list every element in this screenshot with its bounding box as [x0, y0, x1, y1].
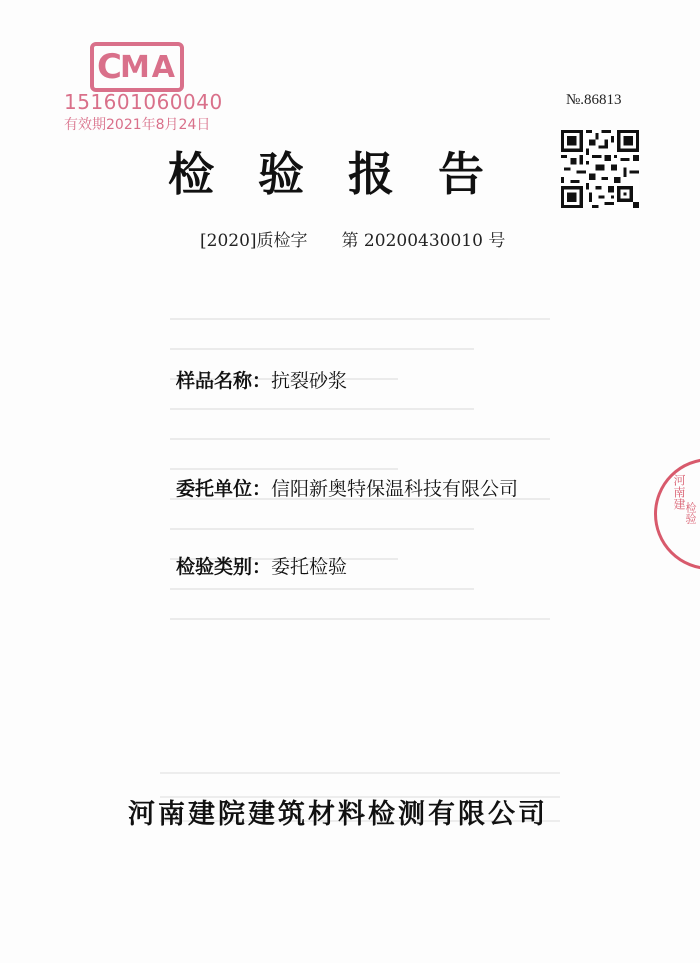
field-value: 抗裂砂浆 [271, 370, 348, 392]
field-label: 检验类别： [176, 556, 272, 578]
seal-text-secondary: 检验 [684, 502, 697, 524]
bleed-through-text [170, 290, 550, 650]
field-label: 样品名称： [176, 370, 272, 392]
seal-text: 河南建 [672, 474, 686, 510]
sample-name-field [176, 366, 347, 393]
cma-validity: 有效期2021年8月24日 [64, 117, 211, 133]
cma-stamp [64, 38, 223, 138]
client-field [176, 474, 518, 501]
field-value: 信阳新奥特保温科技有限公司 [271, 478, 519, 500]
cma-logo-text: MA [119, 49, 178, 85]
field-label: 委托单位： [176, 478, 272, 500]
inspection-type-field [176, 552, 347, 579]
field-value: 委托检验 [271, 556, 348, 578]
official-seal [654, 458, 700, 570]
qr-code-icon [561, 130, 639, 208]
issuing-company: 河南建院建筑材料检测有限公司 [128, 799, 548, 830]
document-number-value: 第 20200430010 号 [341, 231, 506, 251]
cma-logo: C MA [90, 42, 184, 92]
page-title: 检验报告 [168, 147, 528, 201]
document-number [200, 226, 505, 251]
document-number-prefix: [2020]质检字 [200, 231, 308, 251]
cma-number: 151601060040 [64, 90, 223, 114]
report-number: №.86813 [566, 92, 622, 108]
